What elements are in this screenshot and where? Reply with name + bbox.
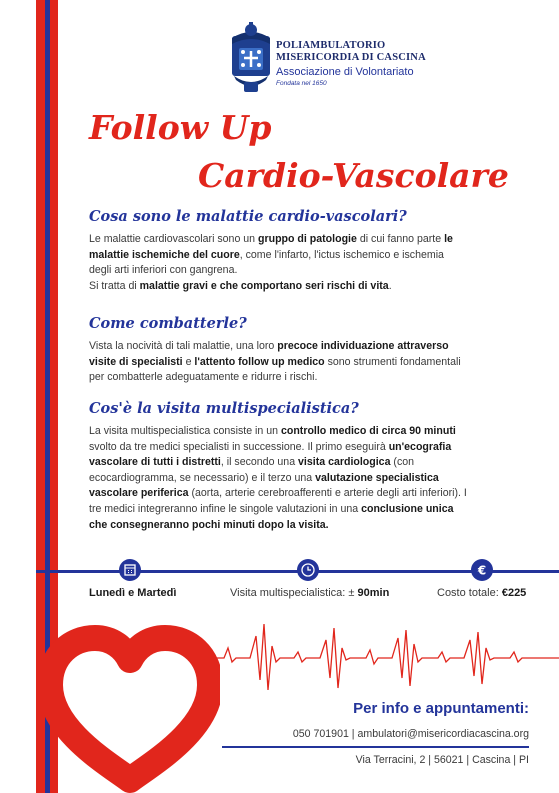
info-cost [437,587,526,599]
bold-text: conclusione unica che consegneranno pochi minuti dopo la visita. [89,502,454,531]
section-heading: Come combatterle? [89,315,247,332]
cost-label: Costo totale: [437,587,502,599]
clock-icon [297,559,319,581]
info-days [89,587,176,599]
title-line1: Follow Up [89,108,272,147]
org-name-line1: POLIAMBULATORIO [276,40,386,51]
section-heading: Cos'è la visita multispecialistica? [89,400,359,417]
org-founded: Fondata nel 1650 [276,80,327,87]
heart-graphic [40,620,220,793]
section-how-to-fight [89,315,469,386]
section-heading: Cosa sono le malattie cardio-vascolari? [89,208,407,225]
euro-icon [471,559,493,581]
calendar-icon [119,559,141,581]
cost-value: €225 [501,587,527,599]
section-body: Le malattie cardiovascolari sono un gruppo di patologie di cui fanno parte le malattie ischemiche del cuore, come l'infarto, l'ictus ischemico e ischemia degli arti inferiori con gangrena. Si tratta di malattie gravi e che comportano seri rischi di vita. [89,233,453,292]
contact-title: Per info e appuntamenti: [353,700,529,717]
bold-text: un'ecografia vascolare di tutti i distretti [89,440,452,469]
section-body: Vista la nocività di tali malattie, una loro precoce individuazione attraverso visite di specialisti e l'attento follow up medico sono strumenti fondamentali per combatterle adeguatamente e ridurre i rischi. [89,340,461,384]
section-multispecialist-visit [89,400,469,533]
svg-text:€: € [477,563,487,578]
title-line2: Cardio-Vascolare [198,156,509,195]
bold-text: valutazione specialistica vascolare periferica [89,471,439,500]
contact-phone-email: 050 701901 | ambulatori@misericordiacascina.org [292,728,529,740]
contact-address: Via Terracini, 2 | 56021 | Cascina | PI [355,754,529,766]
info-visit-duration [230,587,389,599]
bold-text: controllo medico di circa 90 minuti [280,425,456,437]
org-name-line2: MISERICORDIA DI CASCINA [276,52,426,63]
visit-value: 90min [357,587,390,599]
section-what-are [89,208,469,294]
bold-text: precoce individuazione attraverso visite di specialisti [89,340,449,368]
bold-text: visita cardiologica [298,456,391,469]
bold-text: l'attento follow up medico [194,355,325,368]
contact-divider [222,746,529,748]
bold-text: gruppo di patologie [258,233,357,245]
bold-text: le malattie ischemiche del cuore [89,233,453,261]
organization-block [276,40,426,87]
bold-text: malattie gravi e che comportano seri rischi di vita [139,279,389,292]
org-subtitle: Associazione di Volontariato [276,66,414,78]
ekg-line-graphic [210,618,559,698]
days-value: Lunedì e Martedì [89,587,177,599]
misericordia-logo [230,22,272,94]
section-body: La visita multispecialistica consiste in un controllo medico di circa 90 minuti svolto da tre medici specialisti in successione. Il primo eseguirà un'ecografia vascolare di tutti i distretti, il secondo una visita cardiologica (con ecocardiogramma, se necessario) e il terzo una valutazione specialistica vascolare periferica (aorta, arterie cerebroafferenti e arterie degli arti inferiori). I tre medici integreranno infine le singole valutazioni in una conclusione unica che consegneranno pochi minuti dopo la visita. [89,425,467,531]
visit-label: Visita multispecialistica: ± [230,587,358,599]
